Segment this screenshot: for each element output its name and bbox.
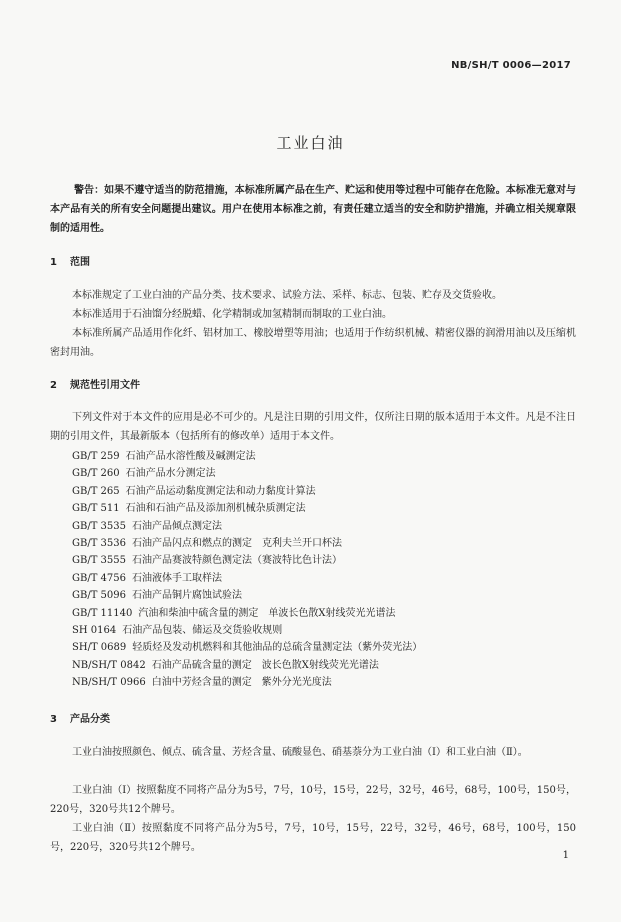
section-title: 范围 (70, 257, 90, 268)
reference-code: GB/T 3536 (72, 537, 127, 549)
reference-title: 石油液体手工取样法 (132, 572, 223, 584)
reference-code: GB/T 259 (72, 451, 120, 462)
reference-code: NB/SH/T 0966 (72, 677, 146, 689)
reference-title: 石油产品铜片腐蚀试验法 (132, 590, 243, 602)
section-3-paragraph: 工业白油按照颜色、倾点、硫含量、芳烃含量、硫酸显色、硝基萘分为工业白油（Ⅰ）和工业白油（Ⅱ）。 (72, 747, 528, 758)
standard-number: NB/SH/T 0006—2017 (451, 60, 571, 71)
reference-code: SH 0164 (72, 624, 117, 636)
reference-code: GB/T 5096 (72, 590, 127, 602)
reference-code: GB/T 3555 (72, 555, 127, 567)
reference-title: 石油产品赛波特颜色测定法（赛波特比色计法） (132, 555, 343, 567)
reference-title: 石油和石油产品及添加剂机械杂质测定法 (125, 503, 306, 515)
section-1-paragraph: 本标准规定了工业白油的产品分类、技术要求、试验方法、采样、标志、包装、贮存及交货验收。 (72, 290, 502, 301)
section-number: 2 (50, 380, 57, 391)
reference-code: GB/T 11140 (72, 607, 133, 619)
reference-item (72, 639, 422, 656)
page-number: 1 (562, 850, 569, 861)
reference-item (72, 483, 422, 500)
reference-item (72, 518, 422, 535)
reference-code: NB/SH/T 0842 (72, 659, 146, 671)
reference-item (72, 587, 422, 604)
reference-title: 石油产品水分测定法 (125, 468, 216, 480)
reference-item (72, 570, 422, 587)
section-number: 1 (50, 257, 57, 268)
reference-title: 白油中芳烃含量的测定 紫外分光光度法 (151, 677, 332, 689)
reference-title: 石油产品包装、储运及交货验收规则 (122, 624, 283, 636)
reference-item (72, 622, 422, 639)
section-title: 规范性引用文件 (70, 380, 140, 391)
section-1-paragraph: 本标准适用于石油馏分经脱蜡、化学精制或加氢精制而制取的工业白油。 (72, 309, 392, 320)
normative-references-list (72, 448, 422, 691)
reference-code: GB/T 3535 (72, 520, 127, 532)
reference-title: 石油产品运动黏度测定法和动力黏度计算法 (125, 485, 316, 497)
section-3-paragraph: 工业白油（Ⅰ）按照黏度不同将产品分为5号，7号，10号，15号，22号，32号，46号，68号，100号，150号，220号，320号共12个牌号。 (50, 785, 576, 815)
reference-item (72, 605, 422, 622)
reference-item (72, 465, 422, 482)
reference-item (72, 657, 422, 674)
reference-code: GB/T 4756 (72, 572, 127, 584)
section-3-paragraph: 工业白油（Ⅱ）按照黏度不同将产品分为5号，7号，10号，15号，22号，32号，46号，68号，100号，150号，220号，320号共12个牌号。 (50, 823, 576, 853)
warning-paragraph: 警告：如果不遵守适当的防范措施，本标准所属产品在生产、贮运和使用等过程中可能存在危险。本标准无意对与本产品有关的所有安全问题提出建议。用户在使用本标准之前，有责任建立适当的安全和防护措施，并确立相关规章限制的适用性。 (50, 185, 576, 234)
reference-title: 汽油和柴油中硫含量的测定 单波长色散X射线荧光光谱法 (138, 607, 396, 619)
reference-title: 轻质烃及发动机燃料和其他油品的总硫含量测定法（紫外荧光法） (132, 642, 423, 654)
reference-item (72, 535, 422, 552)
reference-item (72, 674, 422, 691)
section-1-paragraph: 本标准所属产品适用作化纤、铝材加工、橡胶增塑等用油；也适用于作纺织机械、精密仪器的润滑用油以及压缩机密封用油。 (50, 328, 576, 358)
section-3-heading (50, 710, 110, 725)
reference-item (72, 448, 422, 465)
section-title: 产品分类 (70, 714, 110, 725)
document-title: 工业白油 (276, 134, 345, 152)
reference-code: GB/T 265 (72, 485, 120, 497)
section-1-heading (50, 253, 90, 268)
reference-code: SH/T 0689 (72, 642, 127, 654)
reference-item (72, 552, 422, 569)
reference-title: 石油产品水溶性酸及碱测定法 (125, 451, 256, 462)
reference-item (72, 500, 422, 517)
reference-title: 石油产品倾点测定法 (132, 520, 223, 532)
reference-title: 石油产品硫含量的测定 波长色散X射线荧光光谱法 (151, 659, 379, 671)
reference-code: GB/T 260 (72, 468, 120, 480)
reference-code: GB/T 511 (72, 503, 120, 515)
section-2-intro: 下列文件对于本文件的应用是必不可少的。凡是注日期的引用文件，仅所注日期的版本适用于本文件。凡是不注日期的引用文件，其最新版本（包括所有的修改单）适用于本文件。 (50, 412, 576, 442)
section-2-heading (50, 376, 140, 391)
section-number: 3 (50, 714, 57, 725)
reference-title: 石油产品闪点和燃点的测定 克利夫兰开口杯法 (132, 537, 343, 549)
